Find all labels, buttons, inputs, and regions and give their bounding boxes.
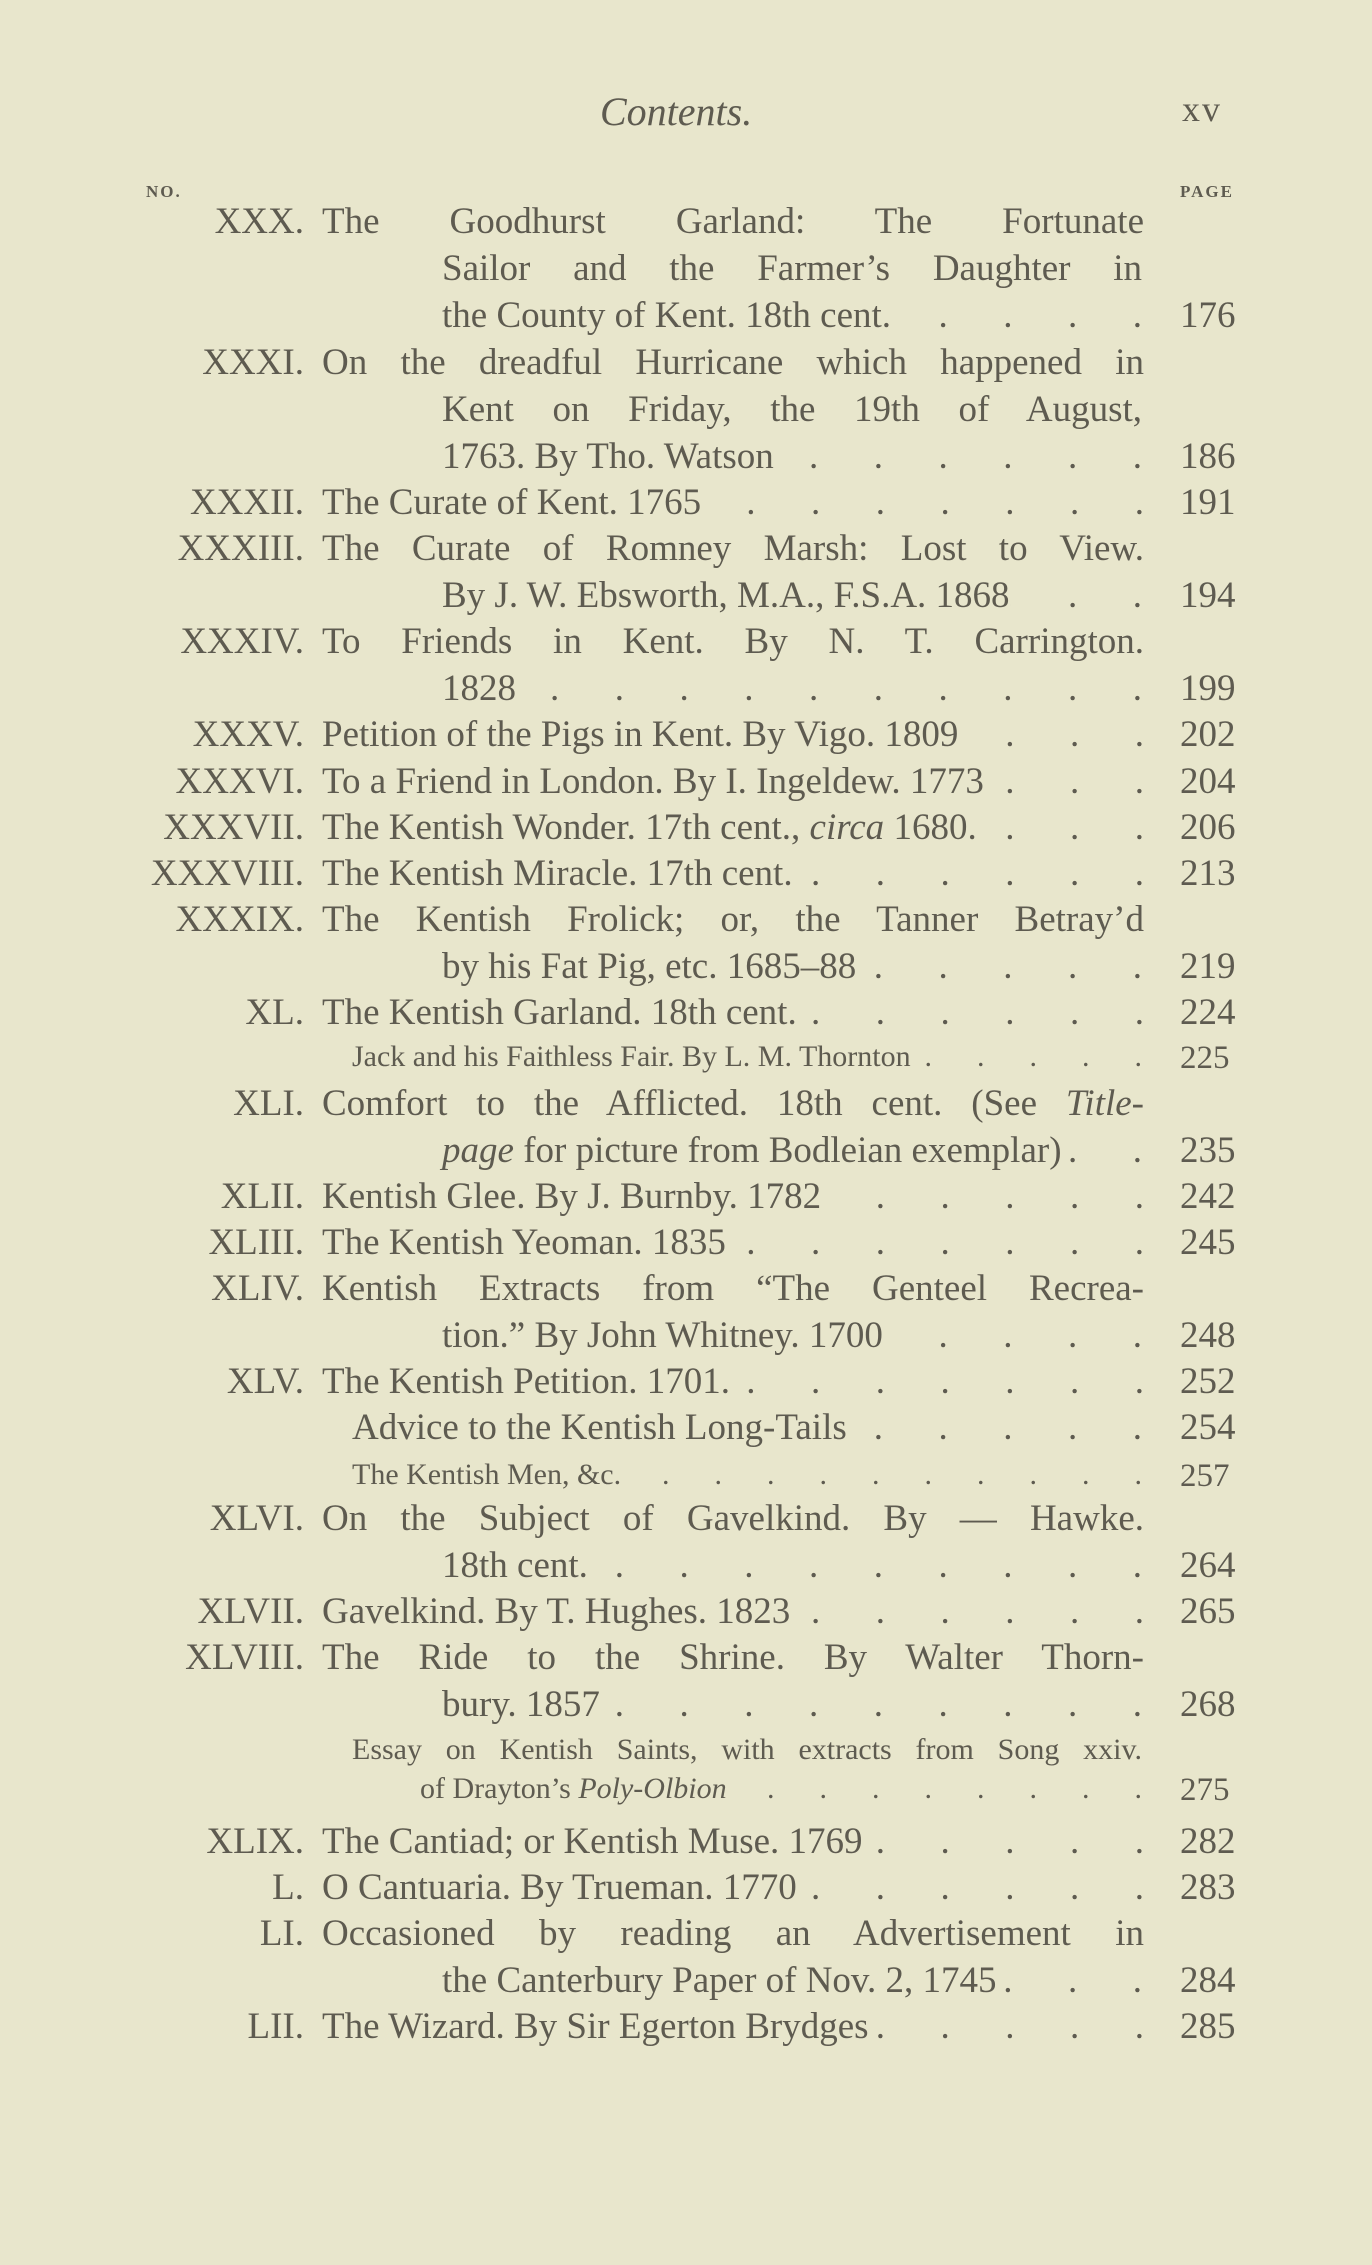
toc-line: [0, 247, 1372, 293]
entry-number: XLVI.: [209, 1498, 304, 1539]
leader-dots: [797, 1866, 1144, 1909]
toc-line: [0, 1544, 1372, 1590]
entry-title-line: of Drayton’s Poly-Olbion: [420, 1772, 727, 1805]
toc-line: [0, 1912, 1372, 1958]
entry-number: XXXV.: [192, 714, 304, 755]
entry-number: XXXIII.: [177, 528, 304, 569]
entry-title-line: Advice to the Kentish Long-Tails: [352, 1407, 847, 1448]
toc-line: [0, 2005, 1372, 2051]
entry-number: XXXII.: [189, 482, 304, 523]
toc-line: [0, 1820, 1372, 1866]
toc-line: [0, 1959, 1372, 2005]
toc-line: [0, 667, 1372, 713]
entry-page-number: 224: [1180, 992, 1236, 1033]
leader-dots: [856, 945, 1142, 988]
entry-title-line: Essay on Kentish Saints, with extracts from Song xxiv.: [352, 1733, 1142, 1766]
leader-dots: [797, 991, 1144, 1034]
toc-line: [0, 527, 1372, 573]
toc-line: [0, 388, 1372, 434]
leader-dots: [984, 760, 1144, 803]
leader-dots: [774, 435, 1142, 478]
toc-line: [0, 574, 1372, 620]
entry-number: L.: [272, 1867, 304, 1908]
entry-number: XLII.: [220, 1176, 304, 1217]
entry-page-number: 252: [1180, 1361, 1236, 1402]
entry-title-line: The Wizard. By Sir Egerton Brydges: [322, 2006, 869, 2047]
column-heading-no: NO.: [146, 182, 182, 201]
entry-page-number: 204: [1180, 761, 1236, 802]
entry-page-number: 248: [1180, 1315, 1236, 1356]
entry-title-line: tion.” By John Whitney. 1700: [442, 1315, 883, 1356]
toc-line: [0, 991, 1372, 1037]
leader-dots: [847, 1406, 1142, 1449]
entry-title-line: Jack and his Faithless Fair. By L. M. Thornton: [352, 1040, 911, 1073]
entry-title-line: Petition of the Pigs in Kent. By Vigo. 1809: [322, 714, 959, 755]
entry-page-number: 199: [1180, 668, 1236, 709]
entry-page-number: 213: [1180, 853, 1236, 894]
entry-number: XLVIII.: [185, 1637, 304, 1678]
leader-dots: [790, 1590, 1144, 1633]
entry-title-line: The Kentish Frolick; or, the Tanner Betray’d: [322, 899, 1144, 940]
leader-dots: [891, 294, 1142, 337]
leader-dots: [726, 1221, 1144, 1264]
toc-line: [0, 1772, 1372, 1818]
toc-line: [0, 481, 1372, 527]
entry-title-line: The Kentish Petition. 1701.: [322, 1361, 730, 1402]
entry-title-line: On the dreadful Hurricane which happened in: [322, 342, 1144, 383]
column-heading-page: PAGE: [1180, 182, 1234, 201]
entry-title-line: By J. W. Ebsworth, M.A., F.S.A. 1868: [442, 575, 1010, 616]
entry-page-number: 194: [1180, 575, 1236, 616]
leader-dots: [863, 1820, 1144, 1863]
entry-number: LII.: [247, 2006, 304, 2047]
entry-title-line: The Kentish Garland. 18th cent.: [322, 992, 797, 1033]
leader-dots: [621, 1458, 1142, 1492]
entry-title-line: page for picture from Bodleian exemplar): [442, 1130, 1062, 1171]
leader-dots: [911, 1040, 1142, 1074]
running-header-page-number: xv: [1182, 89, 1222, 129]
entry-number: LI.: [259, 1913, 304, 1954]
toc-line: [0, 1040, 1372, 1086]
entry-title-line: by his Fat Pig, etc. 1685–88: [442, 946, 857, 987]
toc-line: [0, 1082, 1372, 1128]
entry-title-line: Kent on Friday, the 19th of August,: [442, 389, 1142, 430]
toc-line: [0, 1175, 1372, 1221]
toc-line: [0, 852, 1372, 898]
toc-line: [0, 1636, 1372, 1682]
leader-dots: [727, 1772, 1142, 1806]
entry-title-line: Occasioned by reading an Advertisement in: [322, 1913, 1144, 1954]
leader-dots: [600, 1683, 1142, 1726]
entry-title-line: The Kentish Miracle. 17th cent.: [322, 853, 793, 894]
entry-page-number: 282: [1180, 1821, 1236, 1862]
entry-number: XXXVIII.: [150, 853, 304, 894]
leader-dots: [1010, 574, 1142, 617]
entry-page-number: 264: [1180, 1545, 1236, 1586]
toc-line: [0, 1866, 1372, 1912]
leader-dots: [869, 2005, 1144, 2048]
toc-line: [0, 713, 1372, 759]
entry-title-line: The Cantiad; or Kentish Muse. 1769: [322, 1821, 863, 1862]
toc-line: [0, 1406, 1372, 1452]
running-header-title: Contents.: [600, 89, 753, 134]
entry-number: XLI.: [233, 1083, 304, 1124]
leader-dots: [793, 852, 1144, 895]
entry-title-line: Kentish Extracts from “The Genteel Recrea-: [322, 1268, 1144, 1309]
entry-page-number: 254: [1180, 1407, 1236, 1448]
toc-line: [0, 1497, 1372, 1543]
entry-title-line: bury. 1857: [442, 1684, 600, 1725]
entry-page-number: 219: [1180, 946, 1236, 987]
entry-title-line: Gavelkind. By T. Hughes. 1823: [322, 1591, 791, 1632]
leader-dots: [883, 1314, 1142, 1357]
toc-line: [0, 1314, 1372, 1360]
entry-title-line: 1763. By Tho. Watson: [442, 436, 774, 477]
leader-dots: [1062, 1129, 1142, 1172]
toc-line: [0, 435, 1372, 481]
leader-dots: [821, 1175, 1144, 1218]
entry-title-line: Comfort to the Afflicted. 18th cent. (See Title-: [322, 1083, 1144, 1124]
entry-number: XL.: [245, 992, 304, 1033]
entry-page-number: 285: [1180, 2006, 1236, 2047]
toc-line: [0, 1267, 1372, 1313]
entry-title-line: The Curate of Kent. 1765: [322, 482, 702, 523]
toc-line: [0, 1360, 1372, 1406]
entry-page-number: 268: [1180, 1684, 1236, 1725]
entry-page-number: 284: [1180, 1960, 1236, 2001]
leader-dots: [516, 667, 1142, 710]
toc-line: [0, 294, 1372, 340]
entry-title-line: Sailor and the Farmer’s Daughter in: [442, 248, 1142, 289]
entry-title-line: The Ride to the Shrine. By Walter Thorn-: [322, 1637, 1144, 1678]
entry-title-line: The Kentish Men, &c.: [352, 1458, 622, 1491]
entry-number: XXX.: [214, 201, 304, 242]
entry-page-number: 265: [1180, 1591, 1236, 1632]
entry-page-number: 191: [1180, 482, 1236, 523]
entry-number: XXXIV.: [180, 621, 304, 662]
toc-line: [0, 200, 1372, 246]
entry-number: XXXI.: [202, 342, 304, 383]
entry-page-number: 206: [1180, 807, 1236, 848]
toc-line: [0, 1129, 1372, 1175]
toc-line: [0, 1590, 1372, 1636]
leader-dots: [588, 1544, 1142, 1587]
entry-title-line: To a Friend in London. By I. Ingeldew. 1773: [322, 761, 984, 802]
entry-title-line: 1828: [442, 668, 516, 709]
entry-title-line: O Cantuaria. By Trueman. 1770: [322, 1867, 797, 1908]
toc-line: [0, 341, 1372, 387]
leader-dots: [730, 1360, 1144, 1403]
entry-page-number: 257: [1180, 1458, 1230, 1494]
entry-title-line: On the Subject of Gavelkind. By — Hawke.: [322, 1498, 1144, 1539]
entry-title-line: the Canterbury Paper of Nov. 2, 1745: [442, 1960, 997, 2001]
entry-page-number: 225: [1180, 1040, 1230, 1076]
entry-title-line: 18th cent.: [442, 1545, 588, 1586]
entry-number: XLIX.: [206, 1821, 304, 1862]
entry-page-number: 245: [1180, 1222, 1236, 1263]
toc-line: [0, 945, 1372, 991]
entry-title-line: Kentish Glee. By J. Burnby. 1782: [322, 1176, 822, 1217]
entry-title-line: The Kentish Wonder. 17th cent., circa 1680.: [322, 807, 977, 848]
entry-page-number: 283: [1180, 1867, 1236, 1908]
entry-number: XLVII.: [197, 1591, 304, 1632]
entry-page-number: 186: [1180, 436, 1236, 477]
entry-title-line: To Friends in Kent. By N. T. Carrington.: [322, 621, 1144, 662]
entry-page-number: 275: [1180, 1772, 1230, 1808]
entry-number: XLV.: [226, 1361, 304, 1402]
entry-title-line: the County of Kent. 18th cent.: [442, 295, 892, 336]
leader-dots: [977, 806, 1144, 849]
entry-page-number: 176: [1180, 295, 1236, 336]
toc-line: [0, 760, 1372, 806]
leader-dots: [958, 713, 1144, 756]
leader-dots: [997, 1959, 1142, 2002]
entry-number: XLIII.: [208, 1222, 304, 1263]
entry-number: XXXIX.: [175, 899, 304, 940]
toc-line: [0, 620, 1372, 666]
entry-title-line: The Goodhurst Garland: The Fortunate: [322, 201, 1144, 242]
toc-line: [0, 806, 1372, 852]
entry-title-line: The Curate of Romney Marsh: Lost to View.: [322, 528, 1144, 569]
entry-number: XXXVI.: [175, 761, 304, 802]
toc-line: [0, 898, 1372, 944]
entry-page-number: 235: [1180, 1130, 1236, 1171]
entry-title-line: The Kentish Yeoman. 1835: [322, 1222, 726, 1263]
toc-line: [0, 1683, 1372, 1729]
entry-page-number: 202: [1180, 714, 1236, 755]
leader-dots: [701, 481, 1144, 524]
entry-number: XXXVII.: [163, 807, 304, 848]
entry-number: XLIV.: [211, 1268, 304, 1309]
entry-page-number: 242: [1180, 1176, 1236, 1217]
toc-line: [0, 1221, 1372, 1267]
